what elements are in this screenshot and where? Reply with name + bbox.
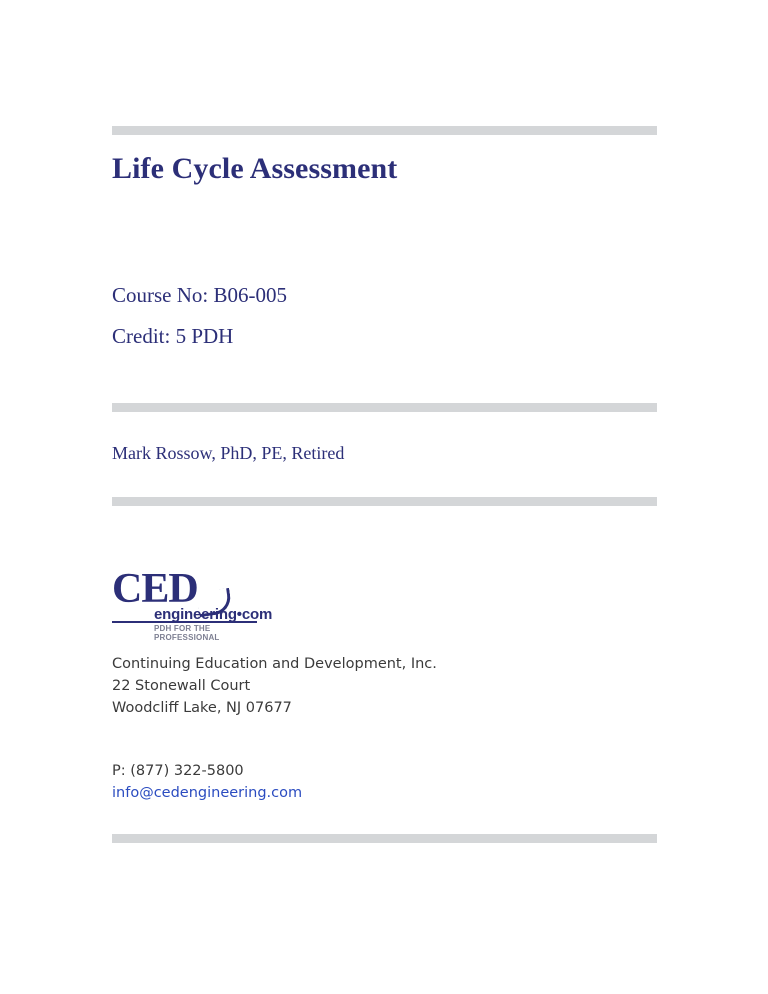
logo-tagline-text: PDH FOR THE PROFESSIONAL [154,624,220,642]
course-number: Course No: B06-005 [112,283,287,307]
organization-city-state-zip: Woodcliff Lake, NJ 07677 [112,700,292,716]
organization-street: 22 Stonewall Court [112,678,251,694]
organization-name: Continuing Education and Development, Inc. [112,656,437,672]
logo-wordmark-text: engineering•com [154,606,273,623]
page-title: Life Cycle Assessment [112,152,398,185]
logo-mark-text: CED [112,566,198,612]
contact-email-link[interactable]: info@cedengineering.com [112,785,303,801]
author-name: Mark Rossow, PhD, PE, Retired [112,443,345,463]
divider-above-author [112,403,657,412]
organization-address [112,653,437,719]
ced-engineering-logo [112,566,273,642]
contact-phone: P: (877) 322-5800 [112,763,244,779]
divider-top [112,126,657,135]
divider-below-author [112,497,657,506]
contact-info [112,760,302,804]
divider-bottom [112,834,657,843]
course-credit: Credit: 5 PDH [112,324,234,348]
